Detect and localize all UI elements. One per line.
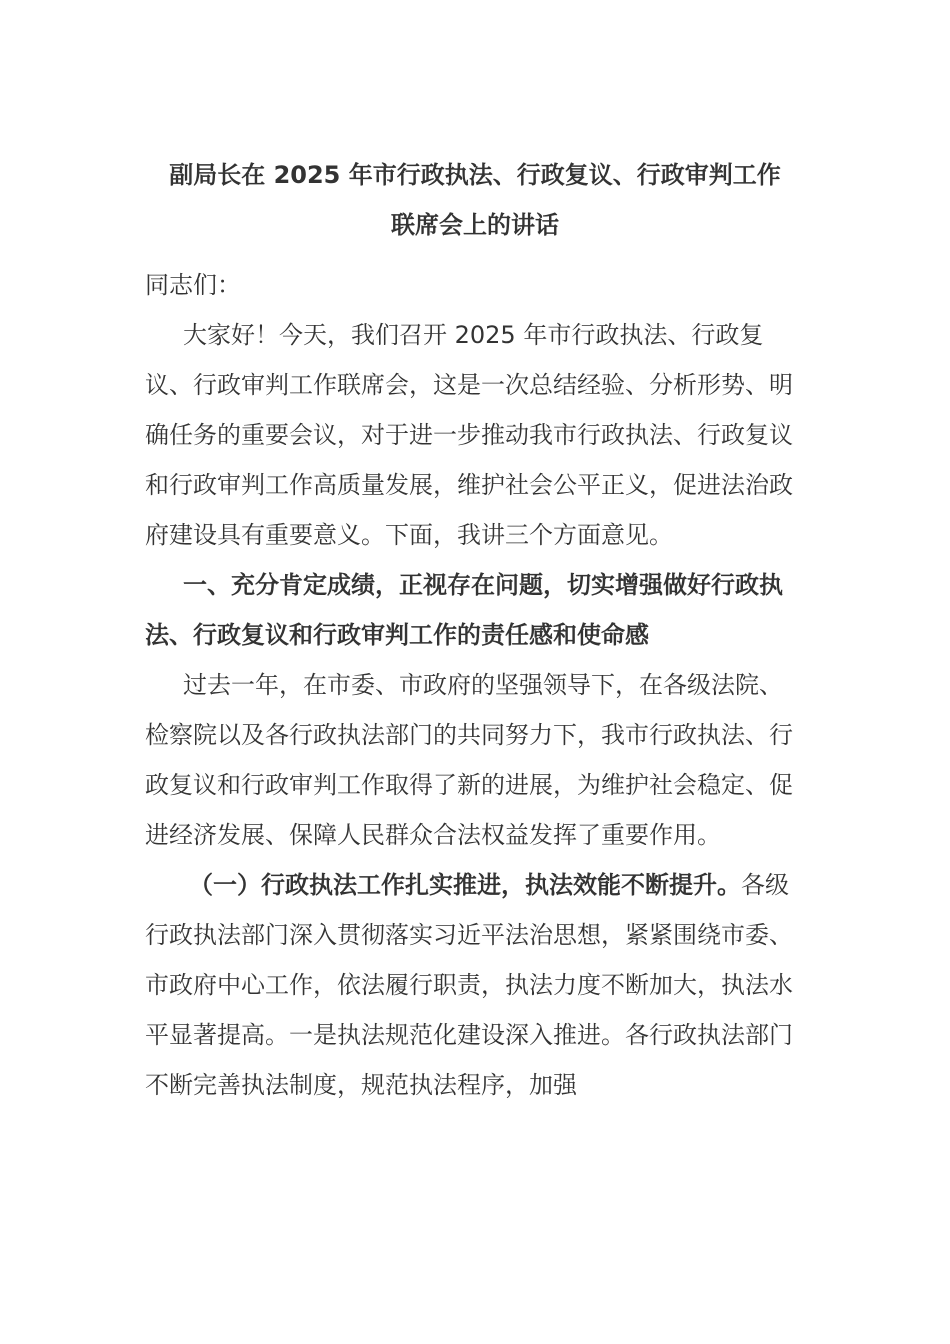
intro-paragraph: 大家好！今天，我们召开 2025 年市行政执法、行政复议、行政审判工作联席会，这是一次总结经验、分析形势、明确任务的重要会议，对于进一步推动我市行政执法、行政复议和行政审判工作高质量发展，维护社会公平正义，促进法治政府建设具有重要意义。下面，我讲三个方面意见。: [145, 321, 793, 549]
document-body: [145, 150, 805, 1110]
document-title: [135, 150, 815, 250]
title-line-1: 副局长在 2025 年市行政执法、行政复议、行政审判工作: [169, 161, 781, 189]
title-line-2: 联席会上的讲话: [391, 211, 559, 239]
subsection-1-heading: （一）行政执法工作扎实推进，执法效能不断提升。: [189, 871, 741, 899]
section-1-heading: 一、充分肯定成绩，正视存在问题，切实增强做好行政执法、行政复议和行政审判工作的责任感和使命感: [145, 571, 783, 649]
subsection-1-text: 各级行政执法部门深入贯彻落实习近平法治思想，紧紧围绕市委、市政府中心工作，依法履行职责，执法力度不断加大，执法水平显著提高。一是执法规范化建设深入推进。各行政执法部门不断完善执法制度，规范执法程序，加强: [145, 871, 793, 1099]
section-1-paragraph: 过去一年，在市委、市政府的坚强领导下，在各级法院、检察院以及各行政执法部门的共同努力下，我市行政执法、行政复议和行政审判工作取得了新的进展，为维护社会稳定、促进经济发展、保障人民群众合法权益发挥了重要作用。: [145, 671, 793, 849]
subsection-1-paragraph: [145, 860, 805, 1110]
salutation: 同志们：: [145, 271, 241, 299]
